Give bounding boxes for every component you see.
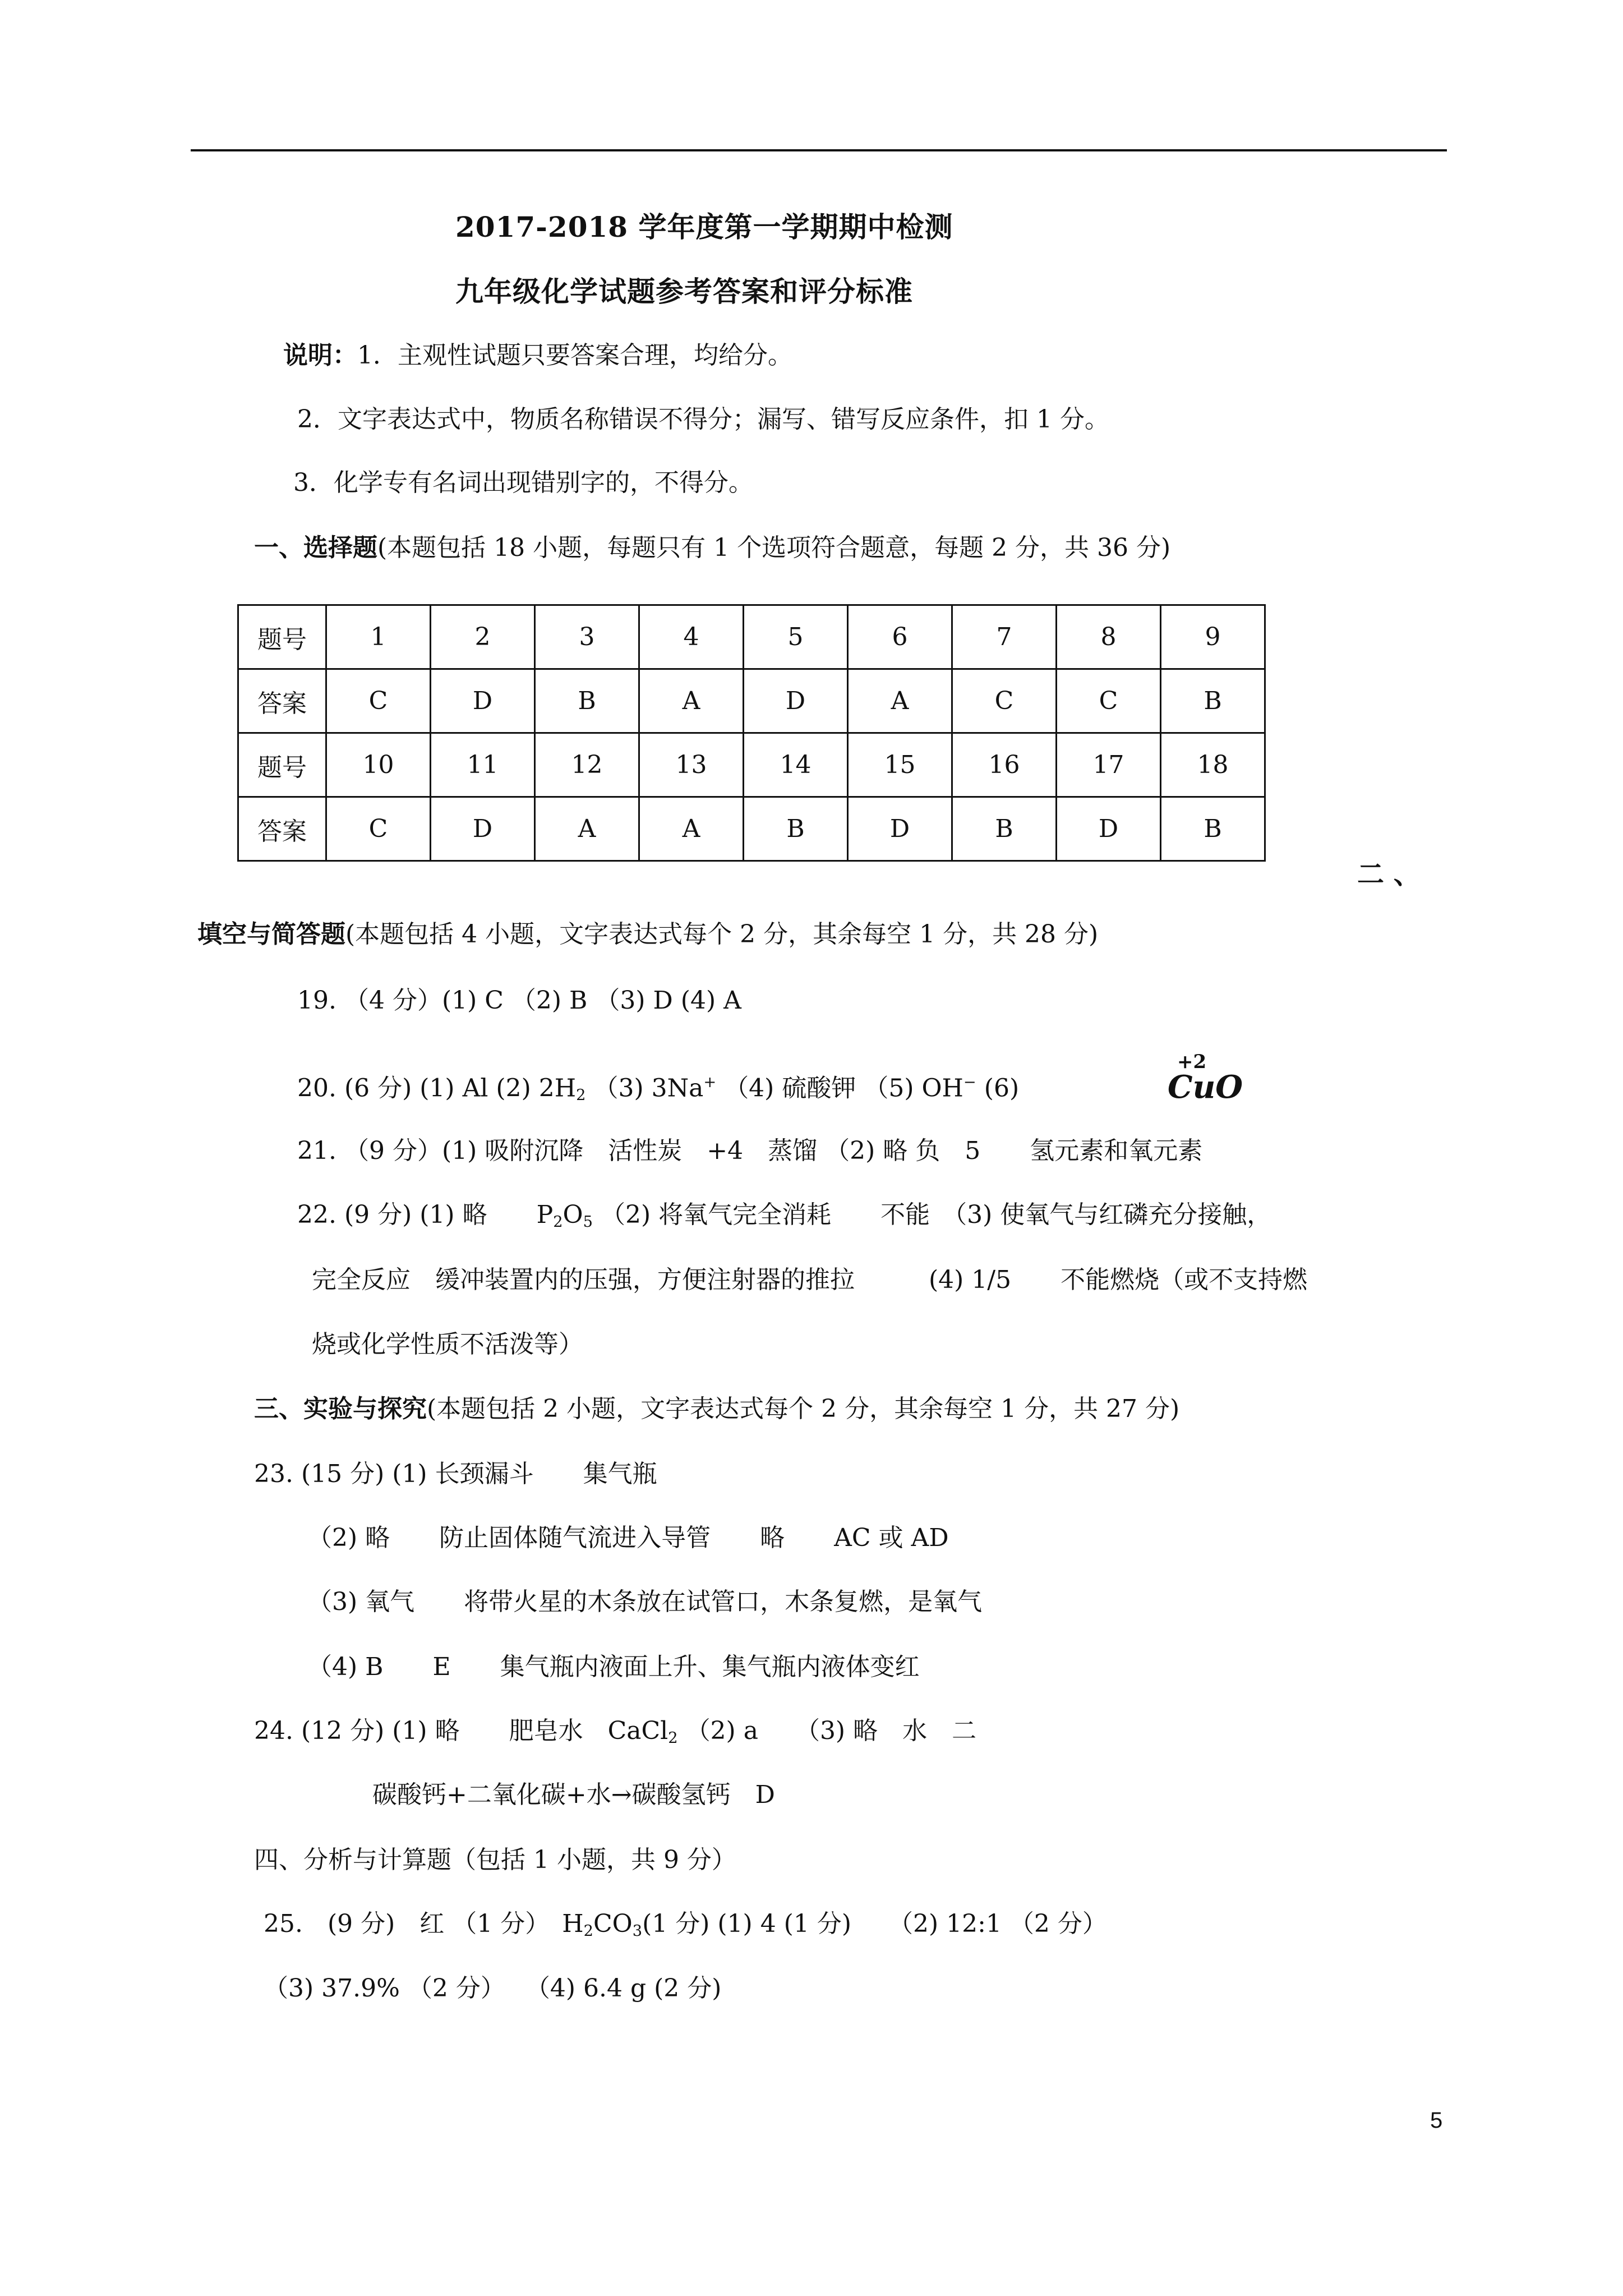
table-cell: 11 xyxy=(431,733,535,797)
table-cell: A xyxy=(535,797,639,861)
q23-line-2: （2) 略 防止固体随气流进入导管 略 AC 或 AD xyxy=(307,1524,949,1552)
note-1: 1．主观性试题只要答案合理，均给分。 xyxy=(357,341,792,370)
page-number: 5 xyxy=(1430,2108,1443,2133)
table-cell: A xyxy=(639,669,744,733)
table-cell: B xyxy=(1161,669,1265,733)
section1-desc: (本题包括 18 小题，每题只有 1 个选项符合题意，每题 2 分，共 36 分) xyxy=(377,533,1171,562)
table-cell: 9 xyxy=(1161,605,1265,669)
document-title: 2017-2018 学年度第一学期期中检测 xyxy=(455,210,953,243)
table-cell: D xyxy=(431,669,535,733)
q25-line-2: （3) 37.9% （2 分） （4) 6.4 g (2 分) xyxy=(264,1974,722,2003)
section2-desc: (本题包括 4 小题，文字表达式每个 2 分，其余每空 1 分，共 28 分) xyxy=(345,920,1099,949)
q20 xyxy=(297,1075,1019,1103)
table-cell: B xyxy=(744,797,848,861)
table-cell: 2 xyxy=(431,605,535,669)
note-2: 2．文字表达式中，物质名称错误不得分；漏写、错写反应条件，扣 1 分。 xyxy=(297,405,1109,434)
superscript: − xyxy=(963,1074,976,1091)
q24-part: 24. (12 分) (1) 略 肥皂水 CaCl xyxy=(254,1717,668,1745)
q22-line-3: 烧或化学性质不活泼等） xyxy=(312,1330,583,1359)
section2-heading: 填空与简答题 xyxy=(197,920,345,949)
section1-heading-line xyxy=(254,533,1171,562)
table-cell: D xyxy=(431,797,535,861)
table-row xyxy=(238,605,1265,669)
q22-part: （2) 将氧气完全消耗 不能 （3) 使氧气与红磷充分接触， xyxy=(600,1200,1272,1229)
section4-heading: 四、分析与计算题（包括 1 小题，共 9 分） xyxy=(254,1846,736,1874)
table-row xyxy=(238,733,1265,797)
section3-heading: 三、实验与探究 xyxy=(254,1395,427,1423)
section2-heading-line xyxy=(197,922,1098,947)
table-row xyxy=(238,669,1265,733)
table-cell: 6 xyxy=(848,605,952,669)
notes-line-1 xyxy=(283,343,792,368)
subscript: 3 xyxy=(632,1922,643,1940)
table-cell: 18 xyxy=(1161,733,1265,797)
section2-number: 二 、 xyxy=(1357,859,1421,890)
table-cell: 8 xyxy=(1057,605,1161,669)
table-cell: A xyxy=(639,797,744,861)
table-cell: 题号 xyxy=(238,605,326,669)
superscript: + xyxy=(703,1074,717,1091)
q19: 19. （4 分）(1) C （2) B （3) D (4) A xyxy=(297,986,741,1015)
table-cell: 14 xyxy=(744,733,848,797)
q25-part: 25. (9 分) 红 （1 分） H xyxy=(264,1910,584,1938)
q22-part: 22. (9 分) (1) 略 P xyxy=(297,1200,554,1229)
table-cell: 15 xyxy=(848,733,952,797)
table-cell: 答案 xyxy=(238,797,326,861)
table-cell: C xyxy=(326,797,431,861)
table-cell: 10 xyxy=(326,733,431,797)
table-cell: C xyxy=(326,669,431,733)
subscript: 2 xyxy=(553,1213,563,1231)
table-cell: A xyxy=(848,669,952,733)
document-subtitle: 九年级化学试题参考答案和评分标准 xyxy=(455,275,913,308)
q25-line-1 xyxy=(264,1912,1107,1939)
q22-line-2: 完全反应 缓冲装置内的压强，方便注射器的推拉 (4) 1/5 不能燃烧（或不支持燃 xyxy=(312,1266,1308,1294)
q25-part: CO xyxy=(593,1910,633,1938)
q24-line-2: 碳酸钙+二氧化碳+水→碳酸氢钙 D xyxy=(372,1780,775,1809)
notes-label: 说明： xyxy=(283,341,357,370)
note-3: 3．化学专有名词出现错别字的，不得分。 xyxy=(293,468,753,497)
table-cell: D xyxy=(848,797,952,861)
table-cell: D xyxy=(1057,797,1161,861)
subscript: 5 xyxy=(583,1213,593,1231)
table-cell: D xyxy=(744,669,848,733)
q25-part: (1 分) (1) 4 (1 分) （2) 12:1 （2 分） xyxy=(642,1910,1107,1938)
subscript: 2 xyxy=(576,1087,586,1105)
table-cell: B xyxy=(1161,797,1265,861)
table-cell: 12 xyxy=(535,733,639,797)
table-cell: 3 xyxy=(535,605,639,669)
subscript: 2 xyxy=(583,1922,593,1940)
subscript: 2 xyxy=(668,1729,678,1747)
section1-heading: 一、选择题 xyxy=(254,533,377,562)
cuo-oxidation-state: +2 xyxy=(1177,1051,1207,1073)
q22-part: O xyxy=(562,1200,583,1229)
section3-desc: (本题包括 2 小题，文字表达式每个 2 分，其余每空 1 分，共 27 分) xyxy=(427,1395,1180,1423)
table-cell: B xyxy=(535,669,639,733)
q20-part: (6) xyxy=(984,1074,1020,1103)
table-cell: C xyxy=(1057,669,1161,733)
table-cell: 1 xyxy=(326,605,431,669)
table-cell: 答案 xyxy=(238,669,326,733)
table-cell: B xyxy=(952,797,1057,861)
section3-heading-line xyxy=(254,1397,1179,1421)
table-cell: 16 xyxy=(952,733,1057,797)
top-rule xyxy=(191,149,1447,151)
table-cell: C xyxy=(952,669,1057,733)
table-cell: 13 xyxy=(639,733,744,797)
table-cell: 5 xyxy=(744,605,848,669)
q23-line-1: 23. (15 分) (1) 长颈漏斗 集气瓶 xyxy=(254,1460,657,1488)
q24-part: （2) a （3) 略 水 二 xyxy=(685,1717,977,1745)
q23-line-4: （4) B E 集气瓶内液面上升、集气瓶内液体变红 xyxy=(307,1653,920,1681)
table-row xyxy=(238,797,1265,861)
q22-line-1 xyxy=(297,1200,1272,1231)
table-cell: 17 xyxy=(1057,733,1161,797)
q20-part: 20. (6 分) (1) Al (2) 2H xyxy=(297,1074,577,1103)
table-cell: 4 xyxy=(639,605,744,669)
q20-part: （4) 硫酸钾 （5) OH xyxy=(724,1074,963,1103)
table-cell: 7 xyxy=(952,605,1057,669)
q20-part: （3) 3Na xyxy=(593,1074,704,1103)
table-cell: 题号 xyxy=(238,733,326,797)
cuo-formula: CuO xyxy=(1168,1069,1243,1106)
q24-line-1 xyxy=(254,1719,976,1746)
answer-table xyxy=(237,604,1266,862)
q23-line-3: （3) 氧气 将带火星的木条放在试管口，木条复燃，是氧气 xyxy=(307,1588,983,1616)
q21: 21. （9 分）(1) 吸附沉降 活性炭 +4 蒸馏 （2) 略 负 5 氢元素和氧元素 xyxy=(297,1137,1203,1165)
